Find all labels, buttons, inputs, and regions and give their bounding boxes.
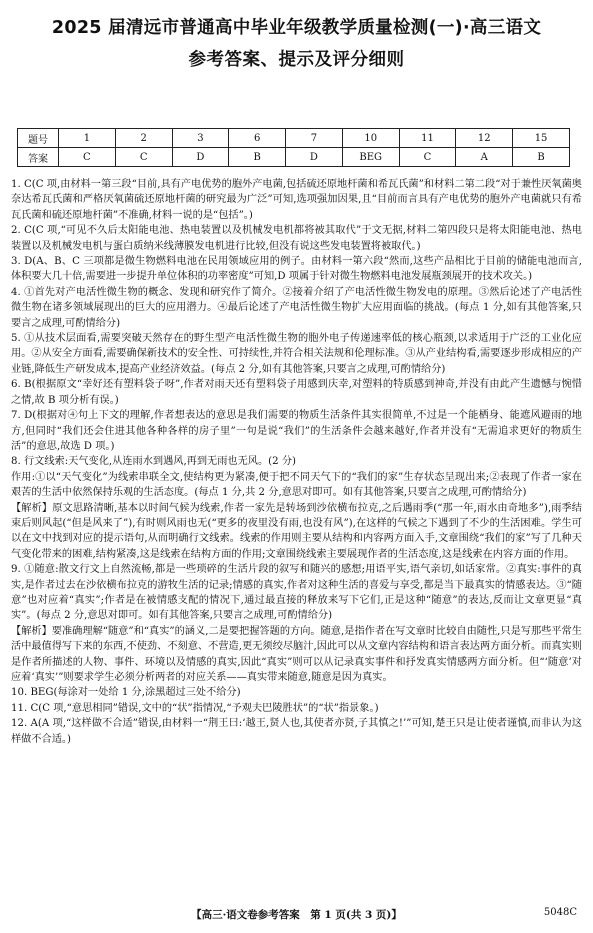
question-number-cell: 11 [399, 129, 456, 148]
question-number-cell: 3 [172, 129, 229, 148]
document-title: 2025 届清远市普通高中毕业年级教学质量检测(一)·高三语文 [51, 18, 542, 38]
question-number-row [18, 129, 570, 148]
explanation-item: 12. A(A 项,“这样做不合适”错误,由材料一“荆王曰:‘越王,贤人也,其使者亦贤,子其慎之!’”可知,楚王只是让使者谨慎,而非认为这样做不合适。) [11, 718, 582, 745]
explanation-item: 3. D(A、B、C 三项都是微生物燃料电池在民用领域应用的例子。由材料一第六段“然而,这些产品相比于目前的储能电池而言,体积要大几十倍,需要进一步提升单位体积的功率密度”可知,D 项属于针对微生物燃料电池发展瓶颈展开的技术攻关。) [11, 256, 582, 283]
question-number-cell: 1 [59, 129, 116, 148]
explanation-item: 2. C(C 项,“可见不久后太阳能电池、热电装置以及机械发电机都将被其取代”于文无据,材料二第四段只是将太阳能电池、热电装置以及机械发电机与蛋白质纳米线薄膜发电机进行比较,但没有说这些发电装置将被取代。) [11, 225, 582, 252]
explanation-item: 9. ①随意:散文行文上自然流畅,都是一些琐碎的生活片段的叙写和随兴的感想;用语平实,语气亲切,如话家常。②真实:事件的真实,是作者过去在沙依横布拉克的游牧生活的记录;情感的真实,作者对这种生活的喜爱与享受,都是当下最真实的情感表达。③“随意”也对应着“真实”;作者是在被情感支配的情况下,通过最直接的释放来写下它们,正是这种“随意”的表达,反而让文章更显“真实”。(每点 2 分,意思对即可。如有其他答案,只要言之成理,可酌情给分) [11, 564, 582, 622]
explanation-item: 7. D(根据对④句上下文的理解,作者想表达的意思是我们需要的物质生活条件其实很简单,不过是一个能栖身、能遮风避雨的地方,但同时“我们还会住进其他各种各样的房子里”一句是说“我们”的生活条件会越来越好,作者并没有“无需追求更好的物质生活”的意思,故选 D 项。) [11, 410, 582, 452]
question-number-cell: 2 [115, 129, 172, 148]
question-number-cell: 15 [513, 129, 570, 148]
answer-cell: BEG [342, 148, 399, 167]
answer-table [17, 128, 570, 167]
row-label-answer: 答案 [18, 148, 59, 167]
answer-cell: B [229, 148, 286, 167]
analysis-paragraph: 【解析】要准确理解“随意”和“真实”的涵义,二是要把握答题的方向。随意,是指作者在写文章时比较自由随性,只是写那些平常生活中最值得写下来的东西,不使劲、不刻意、不营造,更无须绞尽脑汁,因此可以从文章内容结构和语言表达两方面分析。而真实则是作者所描述的人物、事件、环境以及情感的真实,因此“真实”则可以从记录真实事件和抒发真实情感两方面分析。但“‘随意’对应着‘真实’”则要求学生必须分析两者的对应关系——真实带来随意,随意是因为真实。 [11, 625, 582, 683]
answer-row [18, 148, 570, 167]
answer-cell: B [513, 148, 570, 167]
row-label-question-number: 题号 [18, 129, 59, 148]
page-footer: 【高三·语文卷参考答案 第 1 页(共 3 页)】 [191, 909, 402, 921]
explanation-item: 10. BEG(每涂对一处给 1 分,涂黑超过三处不给分) [11, 687, 241, 699]
answer-cell: D [172, 148, 229, 167]
answer-cell: A [456, 148, 513, 167]
explanation-item: 1. C(C 项,由材料一第三段“目前,具有产电优势的胞外产电菌,包括硫还原地杆菌和希瓦氏菌”和材料二第二段“对于兼性厌氧菌奥奈达希瓦氏菌和严格厌氧菌硫还原地杆菌的研究最为广泛”可知,选项强加因果,且“目前而言具有产电优势的胞外产电菌就只有希瓦氏菌和硫还原地杆菌”不准确,材料一说的是“包括”。) [11, 179, 582, 221]
explanation-item: 6. B(根据原文“幸好还有塑料袋子呀”,作者对雨天还有塑料袋子用感到庆幸,对塑料的特质感到神奇,并没有由此产生遗憾与惋惜之情,故 B 项分析有误。) [11, 379, 582, 406]
explanation-item: 作用:①以“天气变化”为线索串联全文,使结构更为紧凑,便于把不同天气下的“我们的家”生存状态呈现出来;②表现了作者一家在艰苦的生活中依然保持乐观的生活态度。(每点 1 分,共 2 分,意思对即可。如有其他答案,只要言之成理,可酌情给分) [11, 471, 582, 499]
explanation-item: 11. C(C 项,“意思相同”错误,文中的“状”指情况,“予观夫巴陵胜状”的“状”指景象。) [11, 702, 379, 714]
explanation-item: 8. 行文线索:天气变化,从连雨水到遇风,再到无雨也无风。(2 分) [11, 456, 297, 468]
answer-explanations [11, 177, 582, 747]
answer-cell: C [115, 148, 172, 167]
question-number-cell: 7 [286, 129, 343, 148]
explanation-item: 5. ①从技术层面看,需要突破天然存在的野生型产电活性微生物的胞外电子传递速率低的核心瓶颈,以求适用于广泛的工业化应用。②从安全方面看,需要确保新技术的安全性、可持续性,并符合相关法规和伦理标准。③从产业结构看,需要逐步形成相应的产业链,降低生产研发成本,提高产业经济效益。(每点 2 分,如有其他答案,只要言之成理,可酌情给分) [11, 333, 582, 375]
question-number-cell: 6 [229, 129, 286, 148]
answer-cell: D [286, 148, 343, 167]
analysis-paragraph: 【解析】原文思路清晰,基本以时间气候为线索,作者一家先是转场到沙依横布拉克,之后遇雨季(“那一年,雨水由奇地多”),雨季结束后则风起(“但是风来了”),有时则风雨也无(“更多的夜里没有雨,也没有风”),在这样的气候之下遇到了不少的生活困难。学生可以在文中找到对应的提示语句,从而明确行文线索。线索的作用则主要从结构和内容两方面入手,文章围绕“我们的家”写了几种天气变化带来的困难,结构紧凑,这是线索在结构方面的作用;文章围绕线索主要展现作者的生活态度,这是线索在内容方面的作用。 [11, 502, 582, 560]
answer-cell: C [59, 148, 116, 167]
document-subtitle: 参考答案、提示及评分细则 [188, 50, 405, 70]
explanation-item: 4. ①首先对产电活性微生物的概念、发现和研究作了简介。②接着介绍了产电活性微生物发电的原理。③然后论述了产电活性微生物在诸多领域展现出的巨大的应用潜力。④最后论述了产电活性微生物扩大应用面临的挑战。(每点 1 分,如有其他答案,只要言之成理,可酌情给分) [11, 286, 582, 329]
question-number-cell: 12 [456, 129, 513, 148]
document-code: 5048C [543, 907, 577, 918]
answer-cell: C [399, 148, 456, 167]
question-number-cell: 10 [342, 129, 399, 148]
